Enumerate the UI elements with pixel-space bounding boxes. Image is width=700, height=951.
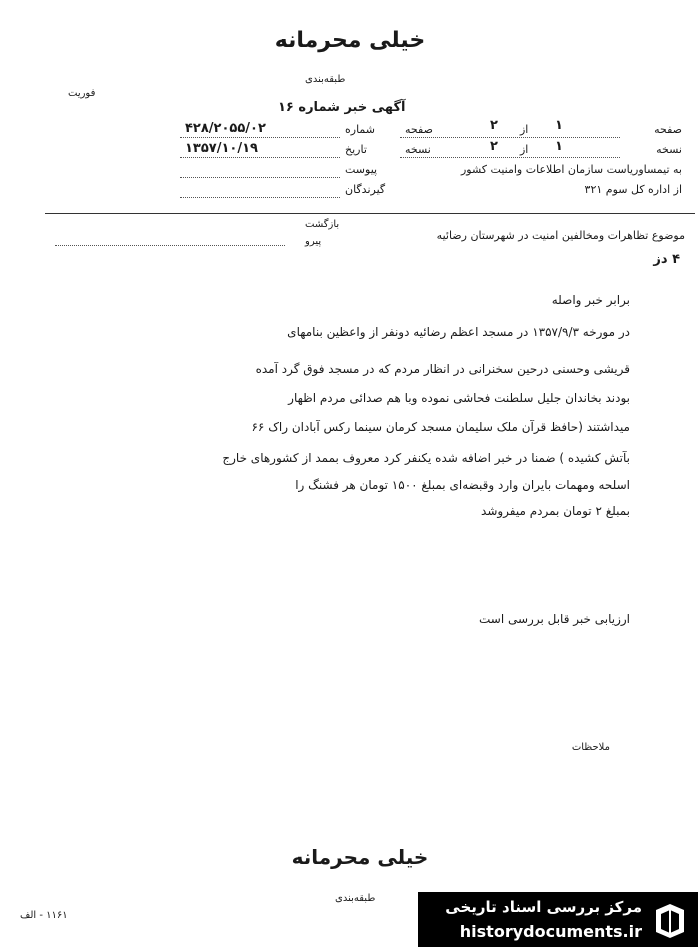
date-dotline (180, 157, 340, 158)
copy-of-label: از (520, 143, 529, 156)
recipients-dotline (180, 197, 340, 198)
copy-label: نسخه (656, 143, 682, 156)
handwritten-note: ۴ دز (653, 252, 680, 267)
page-dotline (400, 137, 620, 138)
classification-label-bottom: طبقه‌بندی (335, 893, 376, 904)
reference-label: بازگشت (305, 219, 340, 230)
body-opening: برابر خبر واصله (551, 293, 630, 307)
number-label: شماره (345, 123, 376, 136)
classification-stamp-bottom: خیلی محرمانه (291, 845, 429, 869)
to-line: به تیمساوریاست سازمان اطلاعات وامنیت کشور (461, 163, 682, 176)
body-line-4: میداشتند (حافظ قرآن ملک سلیمان مسجد کرمان سینما رکس آبادان راک ۶۶ (251, 420, 630, 434)
body-line-5: بآتش کشیده ) ضمنا در خبر اضافه شده یکنفر کرد معروف بممد از کشورهای خارج (222, 451, 630, 465)
date-label: تاریخ (345, 143, 367, 156)
classification-stamp-top: خیلی محرمانه (274, 28, 426, 53)
number-dotline (180, 137, 340, 138)
remarks-label: ملاحظات (571, 742, 610, 753)
report-title: آگهی خبر شماره ۱۶ (278, 100, 406, 115)
body-line-3: بودند بخاندان جلیل سلطنت فحاشی نموده وبا هم صدائی مردم اظهار (288, 391, 630, 405)
body-line-2: قریشی وحسنی درحین سخنرانی در انظار مردم که در مسجد فوق گرد آمده (255, 362, 630, 376)
attachment-label: پیوست (345, 163, 378, 176)
form-code: ۱۱۶۱ - الف (20, 910, 68, 921)
watermark-logo (418, 892, 698, 947)
subject-dotline (55, 245, 285, 246)
evaluation-line: ارزیابی خبر قابل بررسی است (479, 612, 630, 626)
number-value: ۴۲۸/۲۰۵۵/۰۲ (185, 121, 266, 136)
form-page-label-2: صفحه (405, 123, 433, 136)
page-label: صفحه (654, 123, 682, 136)
recipients-label: گیرندگان (345, 183, 386, 196)
classification-label: طبقه‌بندی (305, 74, 346, 85)
urgency-label: فوریت (68, 88, 96, 99)
page-of-label: از (520, 123, 529, 136)
form-copy-label-2: نسخه (405, 143, 431, 156)
copy-total: ۲ (490, 139, 498, 154)
page-total: ۲ (490, 118, 498, 133)
header-divider (45, 213, 695, 214)
copy-dotline (400, 157, 620, 158)
attachment-dotline (180, 177, 340, 178)
re-label: پیرو (305, 236, 322, 247)
body-line-6: اسلحه ومهمات بایران وارد وقبضه‌ای بمبلغ ۱۵۰۰ تومان هر فشنگ را (295, 478, 630, 492)
page-value: ۱ (555, 118, 563, 133)
book-icon (650, 900, 690, 940)
date-value: ۱۳۵۷/۱۰/۱۹ (185, 141, 258, 156)
subject-line: موضوع تظاهرات ومخالفین امنیت در شهرستان رضائیه (436, 229, 685, 242)
body-line-7: بمبلغ ۲ تومان بمردم میفروشد (481, 504, 630, 518)
watermark-title: مرکز بررسی اسناد تاریخی (445, 898, 642, 916)
from-line: از اداره کل سوم ۳۲۱ (584, 183, 682, 196)
watermark-url: historydocuments.ir (459, 922, 642, 941)
copy-value: ۱ (555, 139, 563, 154)
body-line-1: در مورخه ۱۳۵۷/۹/۳ در مسجد اعظم رضائیه دونفر از واعظین بنامهای (287, 325, 630, 339)
